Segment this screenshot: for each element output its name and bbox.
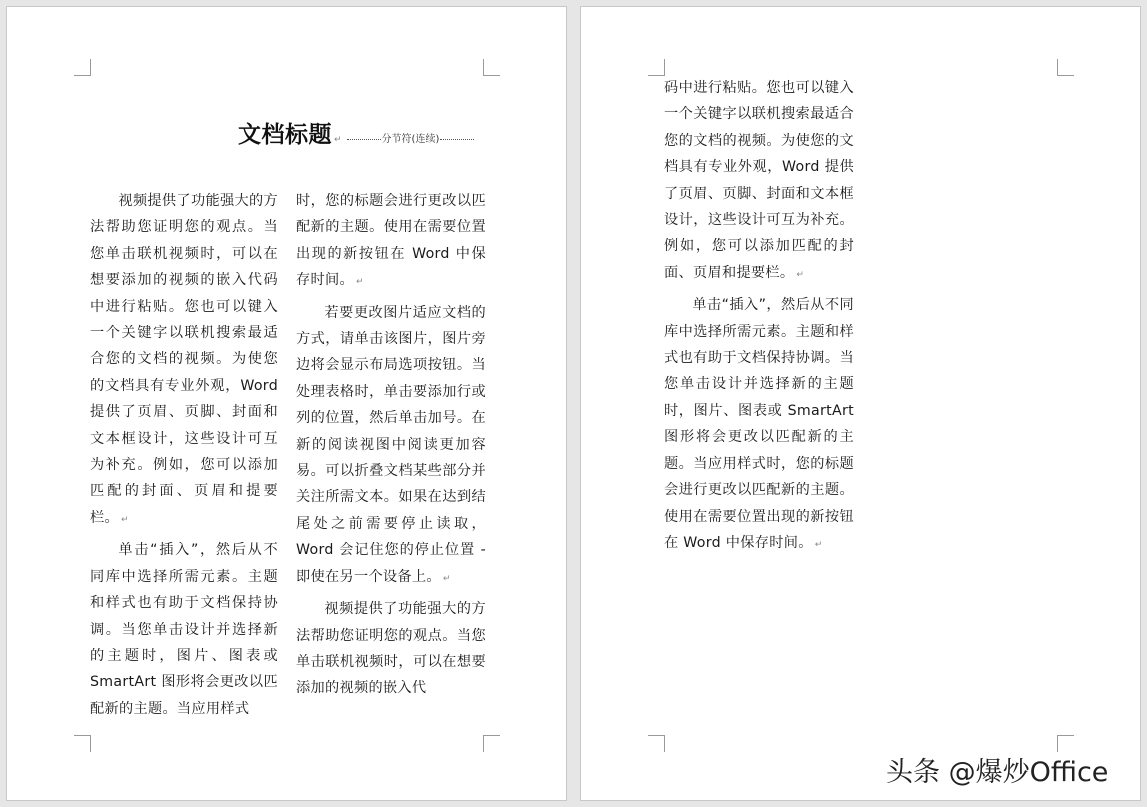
- paragraph: [296, 300, 486, 592]
- paragraph: [664, 75, 854, 288]
- paragraph: [90, 537, 278, 722]
- paragraph-text: 若要更改图片适应文档的方式，请单击该图片，图片旁边将会显示布局选项按钮。当处理表格时，单击要添加行或列的位置，然后单击加号。在新的阅读视图中阅读更加容易。可以折叠文档某些部分并关注所需文本。如果在达到结尾处之前需要停止读取，Word 会记住您的停止位置 - 即使在另一个设备上。: [296, 304, 486, 585]
- paragraph-text: 单击“插入”，然后从不同库中选择所需元素。主题和样式也有助于文档保持协调。当您单击设计并选择新的主题时，图片、图表或 SmartArt 图形将会更改以匹配新的主题。当应用样式时，您的标题会进行更改以匹配新的主题。使用在需要位置出现的新按钮在 Word 中保存时间。: [664, 297, 854, 551]
- page2-column-1[interactable]: [664, 75, 854, 562]
- paragraph-text: 码中进行粘贴。您也可以键入一个关键字以联机搜索最适合您的文档的视频。为使您的文档具有专业外观，Word 提供了页眉、页脚、封面和文本框设计，这些设计可互为补充。例如，您可以添加匹配的封面、页眉和提要栏。: [664, 80, 854, 281]
- margin-corner-bottom-left: [74, 735, 91, 752]
- margin-corner-bottom-left: [648, 735, 665, 752]
- paragraph-text: 时，您的标题会进行更改以匹配新的主题。使用在需要位置出现的新按钮在 Word 中保存时间。: [296, 193, 486, 289]
- page1-column-1[interactable]: [90, 188, 278, 726]
- paragraph-mark: ↵: [796, 269, 805, 280]
- paragraph-mark: ↵: [355, 277, 364, 288]
- section-break-dots-right: [440, 139, 474, 140]
- document-title[interactable]: 文档标题: [238, 121, 332, 148]
- paragraph-mark: ↵: [120, 514, 129, 525]
- margin-corner-bottom-right: [483, 735, 500, 752]
- paragraph-mark: ↵: [814, 539, 823, 550]
- watermark-text: 头条 @爆炒Office: [886, 757, 1109, 788]
- margin-corner-top-left: [648, 59, 665, 76]
- paragraph-text: 视频提供了功能强大的方法帮助您证明您的观点。当您单击联机视频时，可以在想要添加的视频的嵌入代: [296, 601, 486, 697]
- title-row: [238, 116, 475, 149]
- margin-corner-top-left: [74, 59, 91, 76]
- section-break-marker: [346, 130, 476, 145]
- paragraph: [90, 188, 278, 533]
- page1-column-2[interactable]: [296, 188, 486, 706]
- section-break-label: 分节符(连续): [381, 134, 440, 145]
- paragraph-mark: ↵: [442, 573, 451, 584]
- paragraph-text: 单击“插入”，然后从不同库中选择所需元素。主题和样式也有助于文档保持协调。当您单击设计并选择新的主题时，图片、图表或 SmartArt 图形将会更改以匹配新的主题。当应用样式: [90, 542, 278, 717]
- margin-corner-top-right: [1057, 59, 1074, 76]
- paragraph-mark: ↵: [334, 135, 342, 145]
- margin-corner-top-right: [483, 59, 500, 76]
- paragraph: [296, 188, 486, 296]
- paragraph: [296, 596, 486, 702]
- paragraph: [664, 292, 854, 558]
- section-break-dots-left: [347, 139, 381, 140]
- paragraph-text: 视频提供了功能强大的方法帮助您证明您的观点。当您单击联机视频时，可以在想要添加的视频的嵌入代码中进行粘贴。您也可以键入一个关键字以联机搜索最适合您的文档的视频。为使您的文档具有专业外观，Word 提供了页眉、页脚、封面和文本框设计，这些设计可互为补充。例如，您可以添加匹配的封面、页眉和提要栏。: [90, 193, 278, 526]
